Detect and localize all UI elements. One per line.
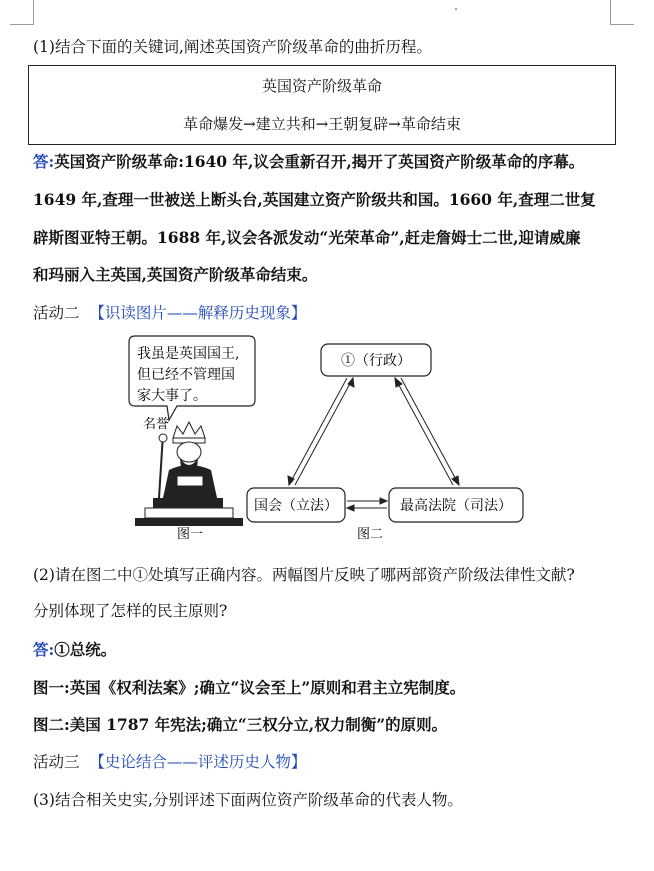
judicial-label: 最高法院（司法） [400,498,512,514]
king-icon [135,422,243,526]
figure-area [125,330,540,545]
answer-text: ①总统。 [54,640,117,659]
figure-2-caption: 图二 [357,527,384,542]
crop-mark [33,0,34,24]
answer-2-line: 图一:英国《权利法案》;确立“议会至上”原则和君主立宪制度。 [33,678,466,697]
speech-line: 但已经不管理国 [137,367,235,383]
answer-1-line: 和玛丽入主英国,英国资产阶级革命结束。 [33,265,318,284]
activity-label: 活动二 [33,304,80,322]
answer-1-line [33,152,584,172]
answer-label: 答: [33,640,55,659]
question-2: (2)请在图二中①处填写正确内容。两幅图片反映了哪两部资产阶级法律性文献? [33,566,575,584]
crop-mark [10,24,34,25]
activity-3-heading [33,752,306,772]
question-1: (1)结合下面的关键词,阐述英国资产阶级革命的曲折历程。 [33,38,432,56]
figure-1-caption: 图一 [177,527,204,542]
answer-2-line: 图二:美国 1787 年宪法;确立“三权分立,权力制衡”的原则。 [33,715,448,734]
crop-mark [610,0,611,24]
activity-label: 活动三 [33,753,80,771]
legislative-label: 国会（立法） [254,498,338,514]
keyword-box [28,65,616,145]
honor-tag: 名誉 [143,417,170,432]
activity-title: 【识读图片——解释历史现象】 [89,304,307,322]
answer-1-line: 1649 年,查理一世被送上断头台,英国建立资产阶级共和国。1660 年,查理二世复 [33,190,596,209]
answer-text: 英国资产阶级革命:1640 年,议会重新召开,揭开了英国资产阶级革命的序幕。 [54,152,585,171]
keyword-box-flow: 革命爆发→建立共和→王朝复辟→革命结束 [183,115,461,133]
question-2: 分别体现了怎样的民主原则? [33,602,228,620]
question-3: (3)结合相关史实,分别评述下面两位资产阶级革命的代表人物。 [33,791,463,809]
activity-title: 【史论结合——评述历史人物】 [89,753,307,771]
answer-2-line [33,640,116,660]
speck [455,8,457,10]
speech-line: 家大事了。 [137,388,207,404]
answer-1-line: 辟斯图亚特王朝。1688 年,议会各派发动“光荣革命”,赶走詹姆士二世,迎请威廉 [33,228,581,247]
crop-mark [610,24,634,25]
speech-line: 我虽是英国国王, [137,346,240,362]
keyword-box-title: 英国资产阶级革命 [261,77,382,95]
activity-2-heading [33,303,306,323]
executive-label: ①（行政） [341,353,411,369]
answer-label: 答: [33,152,55,171]
